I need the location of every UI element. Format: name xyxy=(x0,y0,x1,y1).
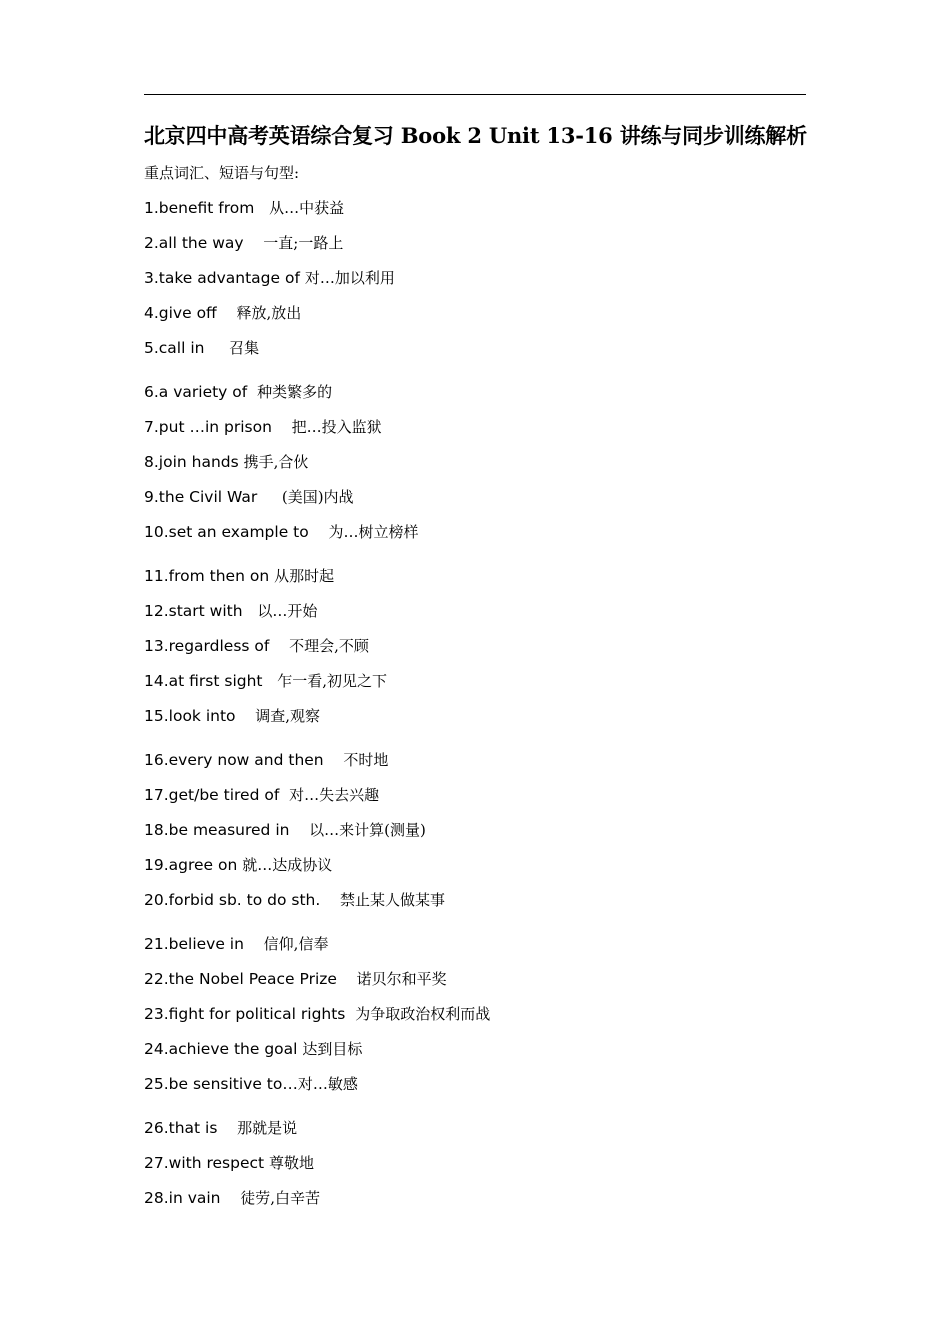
vocab-meaning: 召集 xyxy=(229,339,260,357)
vocab-item xyxy=(144,783,824,818)
vocab-meaning: 对…失去兴趣 xyxy=(289,786,380,804)
vocab-item xyxy=(144,1116,824,1151)
vocab-spacer xyxy=(279,786,289,804)
vocab-item xyxy=(144,748,824,783)
vocab-item xyxy=(144,196,824,231)
vocab-meaning: 那就是说 xyxy=(237,1119,298,1137)
vocab-term: 13.regardless of xyxy=(144,637,270,655)
vocab-spacer xyxy=(257,488,282,506)
vocab-item xyxy=(144,599,824,634)
vocab-spacer xyxy=(324,751,344,769)
vocab-spacer xyxy=(263,672,278,690)
vocab-spacer xyxy=(269,637,289,655)
vocab-term: 21.believe in xyxy=(144,935,244,953)
vocab-item xyxy=(144,888,824,923)
vocab-item xyxy=(144,564,824,599)
vocab-term: 17.get/be tired of xyxy=(144,786,280,804)
vocab-term: 5.call in xyxy=(144,339,205,357)
vocab-meaning: 为…树立榜样 xyxy=(328,523,419,541)
vocab-term: 15.look into xyxy=(144,707,236,725)
vocab-item xyxy=(144,520,824,555)
vocab-item xyxy=(144,1186,824,1221)
vocab-term: 27.with respect xyxy=(144,1154,265,1172)
vocab-meaning: (美国)内战 xyxy=(281,488,354,506)
document-title: 北京四中高考英语综合复习 Book 2 Unit 13-16 讲练与同步训练解析 xyxy=(144,123,807,148)
vocab-meaning: 徒劳,白辛苦 xyxy=(240,1189,321,1207)
vocab-item xyxy=(144,853,824,888)
vocab-meaning: 调查,观察 xyxy=(255,707,321,725)
vocab-meaning: 以…来计算(测量) xyxy=(309,821,426,839)
vocab-term: 12.start with xyxy=(144,602,243,620)
vocab-spacer xyxy=(244,935,264,953)
vocab-meaning: 把…投入监狱 xyxy=(291,418,382,436)
vocab-meaning: 从…中获益 xyxy=(269,199,345,217)
vocab-term: 10.set an example to xyxy=(144,523,309,541)
vocab-term: 9.the Civil War xyxy=(144,488,258,506)
vocab-term: 20.forbid sb. to do sth. xyxy=(144,891,321,909)
vocab-item xyxy=(144,301,824,336)
vocab-term: 11.from then on xyxy=(144,567,270,585)
vocab-meaning: 就…达成协议 xyxy=(242,856,333,874)
vocab-term: 28.in vain xyxy=(144,1189,221,1207)
vocab-item xyxy=(144,450,824,485)
vocab-meaning: 不时地 xyxy=(343,751,389,769)
vocab-term: 7.put …in prison xyxy=(144,418,272,436)
vocab-spacer xyxy=(221,1189,241,1207)
vocab-meaning: 一直;一路上 xyxy=(263,234,344,252)
vocab-spacer xyxy=(337,970,357,988)
header-rule xyxy=(144,94,806,95)
vocab-term: 24.achieve the goal xyxy=(144,1040,298,1058)
vocab-spacer xyxy=(243,602,258,620)
vocab-meaning: 释放,放出 xyxy=(236,304,302,322)
vocab-item xyxy=(144,669,824,704)
vocab-term: 18.be measured in xyxy=(144,821,290,839)
vocab-item xyxy=(144,1072,824,1107)
vocab-term: 14.at first sight xyxy=(144,672,263,690)
vocab-term: 8.join hands xyxy=(144,453,239,471)
vocab-item xyxy=(144,380,824,415)
vocab-meaning: 以…开始 xyxy=(257,602,318,620)
vocab-meaning: 对…加以利用 xyxy=(304,269,395,287)
vocab-meaning: 种类繁多的 xyxy=(257,383,333,401)
vocab-meaning: 为争取政治权利而战 xyxy=(355,1005,491,1023)
vocab-meaning: 对…敏感 xyxy=(297,1075,358,1093)
vocab-item xyxy=(144,1151,824,1186)
vocab-meaning: 诺贝尔和平奖 xyxy=(356,970,447,988)
vocab-spacer xyxy=(254,199,269,217)
vocab-spacer xyxy=(236,707,256,725)
vocab-group xyxy=(144,748,824,923)
vocab-meaning: 从那时起 xyxy=(274,567,335,585)
vocab-meaning: 不理会,不顾 xyxy=(289,637,369,655)
vocab-spacer xyxy=(289,821,309,839)
vocab-term: 4.give off xyxy=(144,304,217,322)
vocab-spacer xyxy=(204,339,229,357)
vocab-meaning: 达到目标 xyxy=(302,1040,363,1058)
vocab-term: 26.that is xyxy=(144,1119,218,1137)
vocab-spacer xyxy=(217,1119,237,1137)
vocab-item xyxy=(144,485,824,520)
vocab-spacer xyxy=(247,383,257,401)
vocab-term: 23.fight for political rights xyxy=(144,1005,346,1023)
vocab-spacer xyxy=(345,1005,355,1023)
vocab-term: 2.all the way xyxy=(144,234,244,252)
vocab-term: 16.every now and then xyxy=(144,751,324,769)
vocab-term: 6.a variety of xyxy=(144,383,248,401)
vocab-group xyxy=(144,196,824,371)
vocab-item xyxy=(144,266,824,301)
vocab-meaning: 禁止某人做某事 xyxy=(340,891,446,909)
vocab-item xyxy=(144,336,824,371)
vocabulary-list xyxy=(144,196,824,1230)
vocab-item xyxy=(144,634,824,669)
vocab-spacer xyxy=(217,304,237,322)
vocab-item xyxy=(144,704,824,739)
vocab-meaning: 乍一看,初见之下 xyxy=(277,672,388,690)
vocab-item xyxy=(144,1002,824,1037)
section-heading: 重点词汇、短语与句型: xyxy=(144,164,300,182)
vocab-spacer xyxy=(309,523,329,541)
vocab-meaning: 信仰,信奉 xyxy=(263,935,329,953)
vocab-group xyxy=(144,1116,824,1221)
vocab-group xyxy=(144,564,824,739)
vocab-group xyxy=(144,932,824,1107)
vocab-group xyxy=(144,380,824,555)
vocab-item xyxy=(144,967,824,1002)
vocab-meaning: 携手,合伙 xyxy=(243,453,309,471)
vocab-term: 22.the Nobel Peace Prize xyxy=(144,970,337,988)
vocab-term: 3.take advantage of xyxy=(144,269,300,287)
vocab-item xyxy=(144,231,824,266)
vocab-item xyxy=(144,1037,824,1072)
vocab-spacer xyxy=(244,234,264,252)
vocab-item xyxy=(144,415,824,450)
vocab-term: 25.be sensitive to… xyxy=(144,1075,298,1093)
vocab-term: 19.agree on xyxy=(144,856,238,874)
vocab-term: 1.benefit from xyxy=(144,199,255,217)
vocab-item xyxy=(144,818,824,853)
vocab-spacer xyxy=(320,891,340,909)
vocab-meaning: 尊敬地 xyxy=(269,1154,315,1172)
vocab-spacer xyxy=(272,418,292,436)
vocab-item xyxy=(144,932,824,967)
